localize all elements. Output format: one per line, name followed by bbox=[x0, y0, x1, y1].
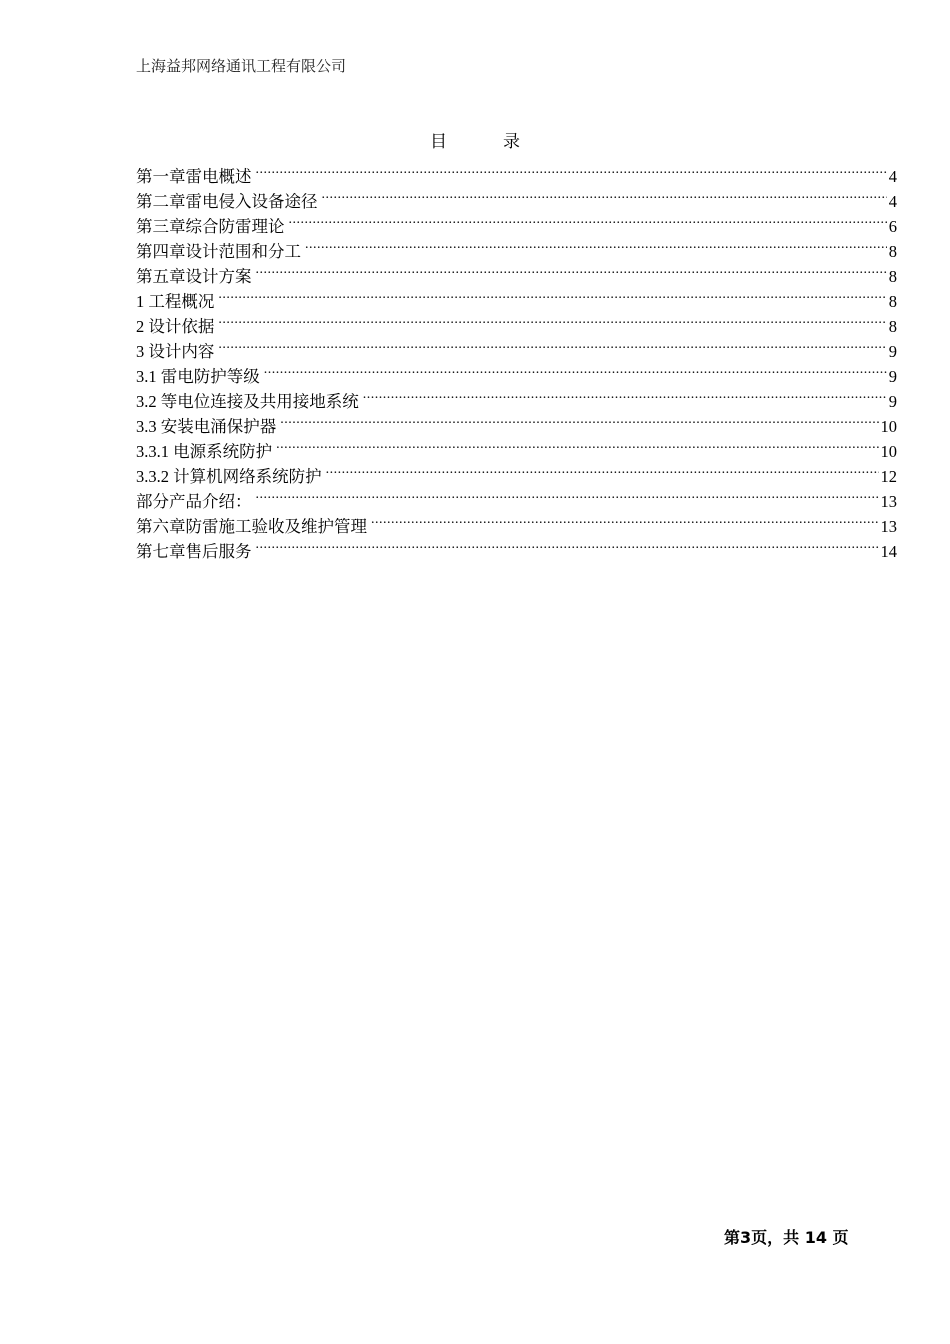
toc-leader-dots bbox=[256, 532, 879, 557]
toc-leader-dots bbox=[256, 482, 879, 507]
toc-entry-page: 12 bbox=[880, 467, 897, 486]
toc-leader-dots bbox=[326, 457, 879, 482]
toc-entry[interactable] bbox=[136, 332, 897, 361]
toc-entry-page: 6 bbox=[888, 217, 897, 236]
toc-entry-label: 第四章设计范围和分工 bbox=[136, 242, 301, 261]
toc-entry[interactable] bbox=[136, 307, 897, 336]
toc-entry-label: 3.3.1 电源系统防护 bbox=[136, 442, 273, 461]
toc-leader-dots bbox=[256, 257, 887, 282]
toc-entry-page: 8 bbox=[888, 267, 897, 286]
toc-entry[interactable] bbox=[136, 282, 897, 311]
toc-entry-page: 9 bbox=[888, 342, 897, 361]
table-of-contents bbox=[136, 157, 897, 561]
toc-entry-label: 第六章防雷施工验收及维护管理 bbox=[136, 517, 367, 536]
toc-entry[interactable] bbox=[136, 157, 897, 186]
toc-entry-label: 3.3.2 计算机网络系统防护 bbox=[136, 467, 322, 486]
toc-leader-dots bbox=[289, 207, 887, 232]
toc-entry-page: 9 bbox=[888, 392, 897, 411]
toc-entry-label: 3.2 等电位连接及共用接地系统 bbox=[136, 392, 359, 411]
toc-entry-page: 4 bbox=[888, 192, 897, 211]
toc-entry-page: 9 bbox=[888, 367, 897, 386]
toc-entry-page: 8 bbox=[888, 242, 897, 261]
toc-entry-page: 13 bbox=[880, 517, 897, 536]
toc-entry-page: 10 bbox=[880, 417, 897, 436]
toc-leader-dots bbox=[264, 357, 887, 382]
toc-entry-page: 10 bbox=[880, 442, 897, 461]
toc-entry-page: 4 bbox=[888, 167, 897, 186]
toc-leader-dots bbox=[218, 282, 886, 307]
toc-entry-label: 2 设计依据 bbox=[136, 317, 215, 336]
toc-entry-label: 1 工程概况 bbox=[136, 292, 215, 311]
toc-leader-dots bbox=[256, 157, 887, 182]
toc-leader-dots bbox=[218, 307, 886, 332]
toc-entry-page: 14 bbox=[880, 542, 897, 561]
toc-leader-dots bbox=[218, 332, 886, 357]
toc-entry-label: 部分产品介绍： bbox=[136, 492, 252, 511]
toc-entry[interactable] bbox=[136, 357, 897, 386]
toc-entry-page: 13 bbox=[880, 492, 897, 511]
toc-entry-label: 3.1 雷电防护等级 bbox=[136, 367, 260, 386]
toc-leader-dots bbox=[305, 232, 887, 257]
toc-entry-label: 第一章雷电概述 bbox=[136, 167, 252, 186]
toc-entry-page: 8 bbox=[888, 292, 897, 311]
toc-entry-label: 第三章综合防雷理论 bbox=[136, 217, 285, 236]
toc-entry-label: 第五章设计方案 bbox=[136, 267, 252, 286]
toc-entry-label: 3.3 安装电涌保护器 bbox=[136, 417, 277, 436]
page-footer: 第3页，共 14 页 bbox=[724, 1228, 849, 1247]
toc-leader-dots bbox=[363, 382, 887, 407]
toc-title-right: 录 bbox=[503, 132, 520, 152]
toc-leader-dots bbox=[322, 182, 887, 207]
toc-leader-dots bbox=[280, 407, 878, 432]
toc-entry-label: 第二章雷电侵入设备途径 bbox=[136, 192, 318, 211]
company-header: 上海益邦网络通讯工程有限公司 bbox=[136, 57, 347, 75]
toc-leader-dots bbox=[276, 432, 878, 457]
toc-leader-dots bbox=[371, 507, 879, 532]
toc-title bbox=[0, 127, 950, 152]
toc-entry-label: 第七章售后服务 bbox=[136, 542, 252, 561]
toc-entry-label: 3 设计内容 bbox=[136, 342, 215, 361]
toc-entry-page: 8 bbox=[888, 317, 897, 336]
toc-title-left: 目 bbox=[430, 132, 447, 152]
